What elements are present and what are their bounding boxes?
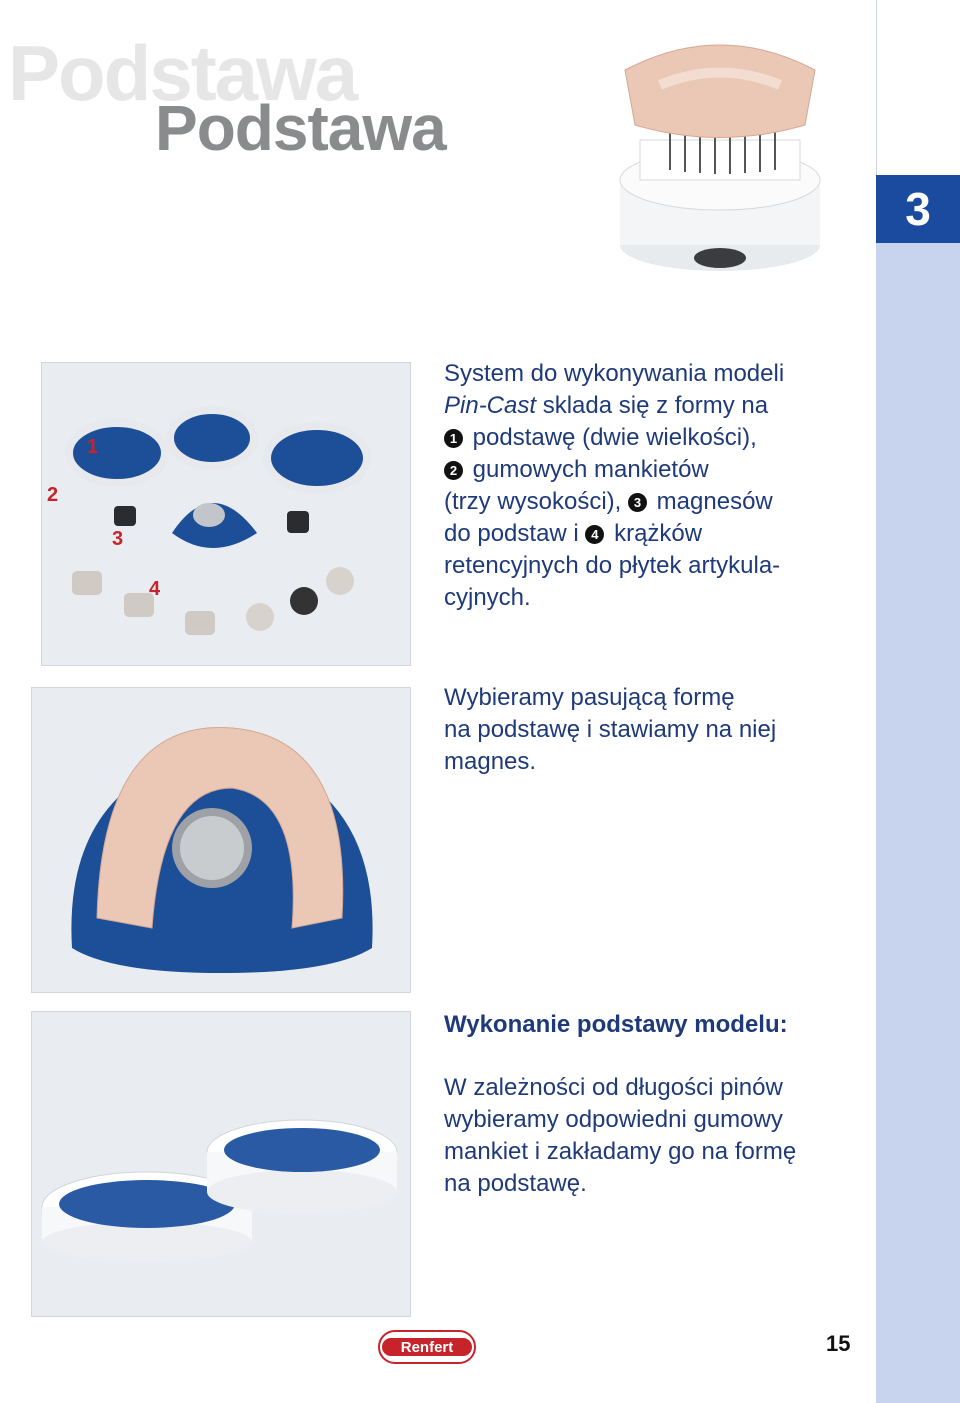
intro-line-4-text: gumowych mankietów <box>466 456 709 483</box>
callout-4: 4 <box>149 578 161 600</box>
intro-line-4 <box>444 454 784 486</box>
components-illustration <box>42 363 411 666</box>
intro-line-6a: do podstaw i <box>444 520 586 547</box>
model-illustration <box>32 688 411 993</box>
side-bar-top <box>876 0 960 175</box>
renfert-logo <box>378 1330 476 1364</box>
intro-line-1: System do wykonywania modeli <box>444 360 785 387</box>
model-with-magnet-photo <box>31 687 411 993</box>
section3-line-4: na podstawę. <box>444 1170 587 1197</box>
marker-1-icon: 1 <box>444 429 463 448</box>
product-name: Pin-Cast <box>444 392 537 419</box>
section3-paragraph <box>444 1072 796 1200</box>
section3-line-3: mankiet i zakładamy go na formę <box>444 1138 797 1165</box>
intro-line-2 <box>444 390 784 422</box>
section3-line-2: wybieramy odpowiedni gumowy <box>444 1106 783 1133</box>
intro-line-5a: (trzy wysokości), <box>444 488 629 515</box>
intro-line-3-text: podstawę (dwie wielkości), <box>466 424 757 451</box>
intro-line-5b: magnesów <box>650 488 773 515</box>
section3-line-1: W zależności od długości pinów <box>444 1074 783 1101</box>
marker-2-icon: 2 <box>444 461 463 480</box>
model-on-base-image <box>600 30 840 300</box>
marker-3-icon: 3 <box>628 493 647 512</box>
intro-line-7: retencyjnych do płytek artykula- <box>444 552 781 579</box>
marker-4-icon: 4 <box>585 525 604 544</box>
intro-line-6b: krążków <box>607 520 703 547</box>
rubber-sleeves-photo <box>31 1011 411 1317</box>
step-paragraph <box>444 682 776 778</box>
intro-line-2-rest: sklada się z formy na <box>536 392 769 419</box>
sleeves-illustration <box>32 1012 411 1317</box>
section-heading: Wykonanie podstawy modelu: <box>444 1011 788 1038</box>
components-photo <box>41 362 411 666</box>
intro-line-8: cyjnych. <box>444 584 531 611</box>
callout-3: 3 <box>112 528 124 550</box>
page-title: Podstawa <box>155 92 446 164</box>
intro-paragraph <box>444 358 784 614</box>
step-line-3: magnes. <box>444 748 537 775</box>
intro-line-6 <box>444 518 784 550</box>
logo-text: Renfert <box>400 1339 454 1356</box>
step-line-2: na podstawę i stawiamy na niej <box>444 716 777 743</box>
step-line-1: Wybieramy pasującą formę <box>444 684 735 711</box>
chapter-number: 3 <box>876 175 960 243</box>
callout-2: 2 <box>47 484 59 506</box>
intro-line-3 <box>444 422 784 454</box>
intro-line-5 <box>444 486 784 518</box>
title-shadow: Podstawa <box>8 29 357 117</box>
page-number: 15 <box>826 1331 851 1356</box>
callout-1: 1 <box>87 436 99 458</box>
